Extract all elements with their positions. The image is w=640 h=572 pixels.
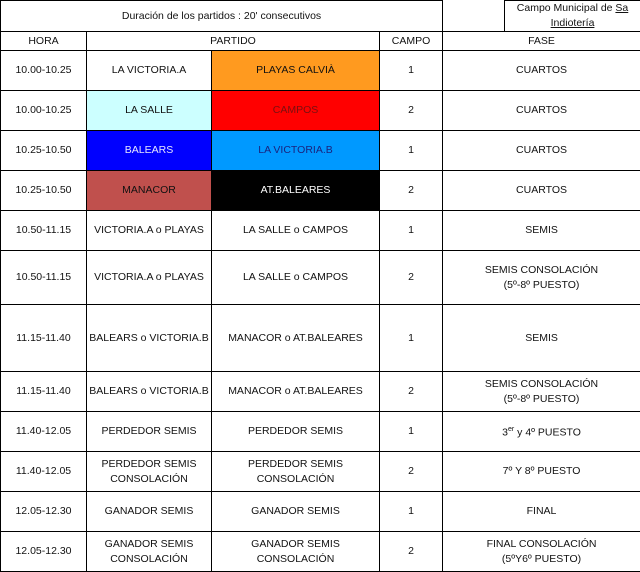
hora-cell: 10.25-10.50 (1, 131, 87, 171)
fase-cell: CUARTOS (443, 91, 640, 131)
team-b-cell: GANADOR SEMIS (212, 492, 380, 532)
hora-cell: 10.25-10.50 (1, 171, 87, 211)
team-b-cell: LA VICTORIA.B (212, 131, 380, 171)
hora-cell: 11.40-12.05 (1, 412, 87, 452)
campo-cell: 1 (380, 131, 443, 171)
hora-cell: 11.40-12.05 (1, 452, 87, 492)
campo-cell: 1 (380, 51, 443, 91)
table-row (1, 51, 640, 91)
table-row (1, 492, 640, 532)
hora-cell: 12.05-12.30 (1, 532, 87, 572)
campo-cell: 2 (380, 372, 443, 412)
team-a-cell: VICTORIA.A o PLAYAS (87, 251, 212, 305)
hora-cell: 10.00-10.25 (1, 51, 87, 91)
campo-cell: 1 (380, 305, 443, 372)
fase-cell: CUARTOS (443, 171, 640, 211)
team-a-cell: PERDEDOR SEMIS CONSOLACIÓN (87, 452, 212, 492)
team-b-cell: LA SALLE o CAMPOS (212, 251, 380, 305)
team-b-cell: CAMPOS (212, 91, 380, 131)
column-header-row (1, 32, 640, 51)
team-a-cell: BALEARS (87, 131, 212, 171)
table-row (1, 131, 640, 171)
col-partido: PARTIDO (87, 32, 380, 51)
team-b-cell: AT.BALEARES (212, 171, 380, 211)
team-b-cell: GANADOR SEMIS CONSOLACIÓN (212, 532, 380, 572)
team-a-cell: LA VICTORIA.A (87, 51, 212, 91)
fase-cell: FINAL (443, 492, 640, 532)
table-row (1, 532, 640, 572)
team-b-cell: MANACOR o AT.BALEARES (212, 372, 380, 412)
team-a-cell: MANACOR (87, 171, 212, 211)
fase-cell: SEMIS CONSOLACIÓN (5º-8º PUESTO) (443, 372, 640, 412)
hora-cell: 11.15-11.40 (1, 372, 87, 412)
team-a-cell: VICTORIA.A o PLAYAS (87, 211, 212, 251)
hora-cell: 10.00-10.25 (1, 91, 87, 131)
campo-cell: 1 (380, 492, 443, 532)
fase-cell: CUARTOS (443, 131, 640, 171)
team-b-cell: MANACOR o AT.BALEARES (212, 305, 380, 372)
fase-cell: SEMIS (443, 211, 640, 251)
team-a-cell: BALEARS o VICTORIA.B (87, 372, 212, 412)
campo-cell: 1 (380, 412, 443, 452)
campo-cell: 1 (380, 211, 443, 251)
fase-number: 3 (502, 427, 508, 439)
hora-cell: 10.50-11.15 (1, 251, 87, 305)
col-hora: HORA (1, 32, 87, 51)
hora-cell: 11.15-11.40 (1, 305, 87, 372)
team-b-cell: PERDEDOR SEMIS (212, 412, 380, 452)
fase-cell: FINAL CONSOLACIÓN (5ºY6º PUESTO) (443, 532, 640, 572)
fase-cell: SEMIS CONSOLACIÓN (5º-8º PUESTO) (443, 251, 640, 305)
campo-cell: 2 (380, 452, 443, 492)
team-b-cell: PERDEDOR SEMIS CONSOLACIÓN (212, 452, 380, 492)
team-a-cell: PERDEDOR SEMIS (87, 412, 212, 452)
team-b-cell: LA SALLE o CAMPOS (212, 211, 380, 251)
duration-note: Duración de los partidos : 20' consecutivos (1, 1, 443, 32)
venue-prefix: Campo Municipal de (517, 2, 616, 14)
table-row (1, 251, 640, 305)
table-row (1, 412, 640, 452)
team-a-cell: LA SALLE (87, 91, 212, 131)
fase-text: y 4º PUESTO (514, 427, 581, 439)
team-b-cell: PLAYAS CALVIÀ (212, 51, 380, 91)
campo-cell: 2 (380, 91, 443, 131)
campo-cell: 2 (380, 251, 443, 305)
fase-ordinal: er (508, 426, 514, 433)
team-a-cell: GANADOR SEMIS CONSOLACIÓN (87, 532, 212, 572)
header-row (1, 1, 640, 32)
team-a-cell: BALEARS o VICTORIA.B (87, 305, 212, 372)
col-campo: CAMPO (380, 32, 443, 51)
table-row (1, 305, 640, 372)
table-row (1, 91, 640, 131)
hora-cell: 12.05-12.30 (1, 492, 87, 532)
fase-cell: CUARTOS (443, 51, 640, 91)
team-a-cell: GANADOR SEMIS (87, 492, 212, 532)
fase-cell: 7º Y 8º PUESTO (443, 452, 640, 492)
table-row (1, 372, 640, 412)
hora-cell: 10.50-11.15 (1, 211, 87, 251)
venue-title (505, 1, 640, 32)
table-row (1, 211, 640, 251)
fase-cell: SEMIS (443, 305, 640, 372)
table-row (1, 452, 640, 492)
campo-cell: 2 (380, 532, 443, 572)
venue-name: Sa Indiotería (551, 2, 629, 29)
col-fase: FASE (443, 32, 640, 51)
fase-cell (443, 412, 640, 452)
campo-cell: 2 (380, 171, 443, 211)
spacer-cell (443, 1, 505, 32)
table-row (1, 171, 640, 211)
